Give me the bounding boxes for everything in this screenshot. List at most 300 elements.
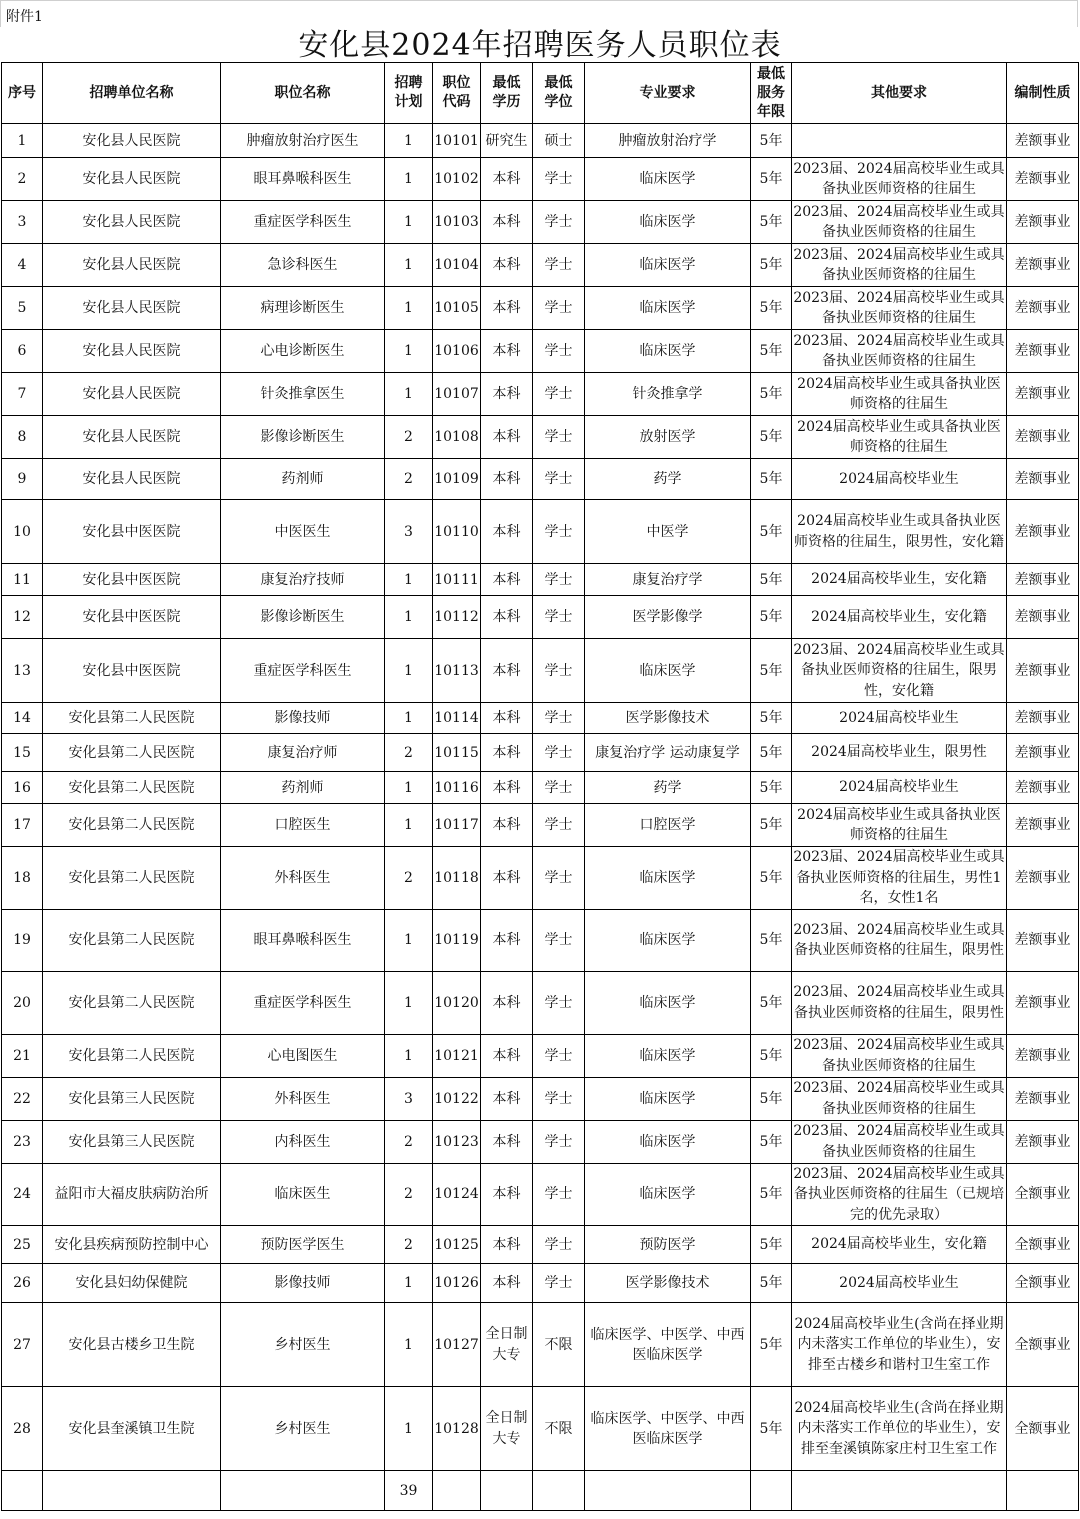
position-code: 10121 (433, 1034, 481, 1077)
position-name: 乡村医生 (221, 1303, 385, 1387)
min-service-years: 5年 (751, 1226, 792, 1264)
min-education: 本科 (481, 1163, 533, 1226)
position-name: 重症医学科医生 (221, 639, 385, 703)
position-name: 眼耳鼻喉科医生 (221, 158, 385, 201)
min-education: 本科 (481, 596, 533, 639)
other-requirements: 2023届、2024届高校毕业生或具备执业医师资格的往届生，男性1名，女性1名 (792, 847, 1007, 910)
table-row (2, 1387, 1079, 1471)
unit-name: 安化县第二人民医院 (43, 847, 221, 910)
position-code: 10124 (433, 1163, 481, 1226)
unit-name: 安化县第三人民医院 (43, 1077, 221, 1120)
recruit-plan: 1 (385, 1034, 433, 1077)
position-code: 10113 (433, 639, 481, 703)
min-education: 本科 (481, 459, 533, 500)
position-code: 10105 (433, 287, 481, 330)
attachment-header (0, 0, 1078, 27)
staffing-type: 差额事业 (1007, 1034, 1079, 1077)
recruit-plan: 1 (385, 703, 433, 734)
major-requirement: 医学影像技术 (585, 703, 751, 734)
min-education: 本科 (481, 564, 533, 596)
recruit-plan: 3 (385, 500, 433, 564)
position-name: 康复治疗技师 (221, 564, 385, 596)
major-requirement: 中医学 (585, 500, 751, 564)
table-row (2, 909, 1079, 971)
min-degree: 学士 (533, 1264, 585, 1303)
min-service-years: 5年 (751, 1034, 792, 1077)
min-education: 本科 (481, 1264, 533, 1303)
staffing-type: 差额事业 (1007, 459, 1079, 500)
unit-name: 安化县第三人民医院 (43, 1120, 221, 1163)
staffing-type: 差额事业 (1007, 596, 1079, 639)
major-requirement: 临床医学、中医学、中西医临床医学 (585, 1387, 751, 1471)
major-requirement: 康复治疗学 运动康复学 (585, 734, 751, 772)
total-empty-cell (751, 1471, 792, 1511)
header-col-type: 编制性质 (1007, 63, 1079, 124)
min-service-years: 5年 (751, 287, 792, 330)
position-code: 10123 (433, 1120, 481, 1163)
page-title: 安化县2024年招聘医务人员职位表 (298, 28, 782, 63)
other-requirements: 2024届高校毕业生(含尚在择业期内未落实工作单位的毕业生），安排至古楼乡和谐村卫生室工作 (792, 1303, 1007, 1387)
table-row (2, 201, 1079, 244)
table-row (2, 772, 1079, 804)
header-col-unit: 招聘单位名称 (43, 63, 221, 124)
header-col-plan: 招聘 计划 (385, 63, 433, 124)
staffing-type: 差额事业 (1007, 772, 1079, 804)
staffing-type: 差额事业 (1007, 124, 1079, 158)
min-degree: 学士 (533, 459, 585, 500)
min-degree: 学士 (533, 772, 585, 804)
staffing-type: 全额事业 (1007, 1226, 1079, 1264)
min-education: 本科 (481, 500, 533, 564)
min-degree: 不限 (533, 1387, 585, 1471)
table-row (2, 639, 1079, 703)
recruit-plan: 1 (385, 564, 433, 596)
row-no: 18 (2, 847, 43, 910)
other-requirements: 2023届、2024届高校毕业生或具备执业医师资格的往届生 (792, 330, 1007, 373)
other-requirements: 2023届、2024届高校毕业生或具备执业医师资格的往届生 (792, 1120, 1007, 1163)
min-degree: 学士 (533, 596, 585, 639)
row-no: 1 (2, 124, 43, 158)
recruit-plan: 2 (385, 1226, 433, 1264)
total-empty-cell (585, 1471, 751, 1511)
unit-name: 安化县妇幼保健院 (43, 1264, 221, 1303)
min-service-years: 5年 (751, 201, 792, 244)
min-degree: 学士 (533, 847, 585, 910)
staffing-type: 差额事业 (1007, 1077, 1079, 1120)
min-service-years: 5年 (751, 459, 792, 500)
recruit-plan: 1 (385, 373, 433, 416)
staffing-type: 差额事业 (1007, 847, 1079, 910)
major-requirement: 临床医学 (585, 287, 751, 330)
other-requirements: 2024届高校毕业生，安化籍 (792, 1226, 1007, 1264)
table-body (2, 124, 1079, 1511)
min-service-years: 5年 (751, 158, 792, 201)
min-degree: 学士 (533, 416, 585, 459)
major-requirement: 临床医学 (585, 158, 751, 201)
position-code: 10116 (433, 772, 481, 804)
position-name: 口腔医生 (221, 804, 385, 847)
unit-name: 安化县中医医院 (43, 564, 221, 596)
row-no: 12 (2, 596, 43, 639)
min-service-years: 5年 (751, 416, 792, 459)
staffing-type: 差额事业 (1007, 500, 1079, 564)
row-no: 28 (2, 1387, 43, 1471)
min-degree: 学士 (533, 909, 585, 971)
table-row (2, 500, 1079, 564)
min-service-years: 5年 (751, 244, 792, 287)
row-no: 10 (2, 500, 43, 564)
min-education: 本科 (481, 772, 533, 804)
min-service-years: 5年 (751, 804, 792, 847)
min-degree: 学士 (533, 1034, 585, 1077)
recruit-plan: 1 (385, 158, 433, 201)
staffing-type: 差额事业 (1007, 639, 1079, 703)
position-code: 10128 (433, 1387, 481, 1471)
major-requirement: 医学影像学 (585, 596, 751, 639)
row-no: 17 (2, 804, 43, 847)
position-name: 影像技师 (221, 703, 385, 734)
min-degree: 学士 (533, 500, 585, 564)
row-no: 5 (2, 287, 43, 330)
other-requirements: 2024届高校毕业生或具备执业医师资格的往届生 (792, 804, 1007, 847)
row-no: 8 (2, 416, 43, 459)
position-code: 10110 (433, 500, 481, 564)
position-name: 临床医生 (221, 1163, 385, 1226)
position-code: 10109 (433, 459, 481, 500)
min-education: 本科 (481, 201, 533, 244)
position-code: 10127 (433, 1303, 481, 1387)
position-name: 药剂师 (221, 772, 385, 804)
unit-name: 安化县中医医院 (43, 639, 221, 703)
min-service-years: 5年 (751, 373, 792, 416)
major-requirement: 药学 (585, 772, 751, 804)
recruit-plan: 1 (385, 1387, 433, 1471)
min-degree: 学士 (533, 158, 585, 201)
recruit-plan: 1 (385, 639, 433, 703)
table-row (2, 596, 1079, 639)
min-degree: 学士 (533, 1226, 585, 1264)
position-code: 10126 (433, 1264, 481, 1303)
recruit-plan: 2 (385, 734, 433, 772)
table-row (2, 244, 1079, 287)
recruit-plan: 1 (385, 244, 433, 287)
total-empty-cell (1007, 1471, 1079, 1511)
position-code: 10111 (433, 564, 481, 596)
unit-name: 安化县人民医院 (43, 124, 221, 158)
min-degree: 学士 (533, 1077, 585, 1120)
position-name: 内科医生 (221, 1120, 385, 1163)
min-education: 本科 (481, 373, 533, 416)
recruit-plan: 1 (385, 772, 433, 804)
total-empty-cell (2, 1471, 43, 1511)
other-requirements: 2023届、2024届高校毕业生或具备执业医师资格的往届生，限男性，安化籍 (792, 639, 1007, 703)
min-service-years: 5年 (751, 909, 792, 971)
position-name: 影像诊断医生 (221, 596, 385, 639)
unit-name: 安化县人民医院 (43, 330, 221, 373)
staffing-type: 差额事业 (1007, 373, 1079, 416)
unit-name: 安化县第二人民医院 (43, 703, 221, 734)
major-requirement: 临床医学 (585, 847, 751, 910)
table-row (2, 1077, 1079, 1120)
unit-name: 安化县中医医院 (43, 500, 221, 564)
min-education: 全日制大专 (481, 1387, 533, 1471)
min-service-years: 5年 (751, 330, 792, 373)
staffing-type: 差额事业 (1007, 734, 1079, 772)
table-row (2, 564, 1079, 596)
staffing-type: 差额事业 (1007, 158, 1079, 201)
other-requirements: 2023届、2024届高校毕业生或具备执业医师资格的往届生 (792, 287, 1007, 330)
recruit-plan: 1 (385, 201, 433, 244)
row-no: 15 (2, 734, 43, 772)
major-requirement: 临床医学 (585, 201, 751, 244)
total-empty-cell (481, 1471, 533, 1511)
position-name: 针灸推拿医生 (221, 373, 385, 416)
table-row (2, 459, 1079, 500)
table-row (2, 734, 1079, 772)
staffing-type: 差额事业 (1007, 244, 1079, 287)
recruit-plan: 1 (385, 1303, 433, 1387)
unit-name: 益阳市大福皮肤病防治所 (43, 1163, 221, 1226)
table-row (2, 373, 1079, 416)
table-row (2, 847, 1079, 910)
min-degree: 不限 (533, 1303, 585, 1387)
min-degree: 学士 (533, 201, 585, 244)
other-requirements: 2024届高校毕业生，限男性 (792, 734, 1007, 772)
position-code: 10118 (433, 847, 481, 910)
major-requirement: 临床医学 (585, 1120, 751, 1163)
other-requirements: 2024届高校毕业生或具备执业医师资格的往届生，限男性，安化籍 (792, 500, 1007, 564)
position-name: 重症医学科医生 (221, 201, 385, 244)
unit-name: 安化县人民医院 (43, 416, 221, 459)
unit-name: 安化县第二人民医院 (43, 1034, 221, 1077)
min-education: 本科 (481, 1077, 533, 1120)
min-education: 本科 (481, 847, 533, 910)
position-code: 10120 (433, 971, 481, 1034)
major-requirement: 临床医学 (585, 1077, 751, 1120)
other-requirements: 2024届高校毕业生 (792, 772, 1007, 804)
position-code: 10108 (433, 416, 481, 459)
row-no: 19 (2, 909, 43, 971)
min-degree: 学士 (533, 971, 585, 1034)
header-col-position: 职位名称 (221, 63, 385, 124)
position-code: 10125 (433, 1226, 481, 1264)
unit-name: 安化县古楼乡卫生院 (43, 1303, 221, 1387)
row-no: 27 (2, 1303, 43, 1387)
min-service-years: 5年 (751, 500, 792, 564)
min-education: 研究生 (481, 124, 533, 158)
recruit-plan: 2 (385, 1120, 433, 1163)
other-requirements: 2023届、2024届高校毕业生或具备执业医师资格的往届生 (792, 158, 1007, 201)
min-service-years: 5年 (751, 703, 792, 734)
total-empty-cell (433, 1471, 481, 1511)
staffing-type: 差额事业 (1007, 416, 1079, 459)
row-no: 14 (2, 703, 43, 734)
staffing-type: 差额事业 (1007, 564, 1079, 596)
row-no: 9 (2, 459, 43, 500)
other-requirements: 2024届高校毕业生，安化籍 (792, 564, 1007, 596)
table-row (2, 1303, 1079, 1387)
position-name: 中医医生 (221, 500, 385, 564)
position-name: 外科医生 (221, 847, 385, 910)
min-education: 本科 (481, 1034, 533, 1077)
major-requirement: 口腔医学 (585, 804, 751, 847)
row-no: 23 (2, 1120, 43, 1163)
min-degree: 学士 (533, 1163, 585, 1226)
total-empty-cell (792, 1471, 1007, 1511)
min-degree: 学士 (533, 1120, 585, 1163)
other-requirements: 2024届高校毕业生或具备执业医师资格的往届生 (792, 416, 1007, 459)
other-requirements: 2024届高校毕业生，安化籍 (792, 596, 1007, 639)
min-education: 本科 (481, 804, 533, 847)
min-service-years: 5年 (751, 639, 792, 703)
min-education: 本科 (481, 158, 533, 201)
other-requirements: 2024届高校毕业生 (792, 1264, 1007, 1303)
table-row (2, 124, 1079, 158)
unit-name: 安化县第二人民医院 (43, 772, 221, 804)
unit-name: 安化县人民医院 (43, 201, 221, 244)
min-service-years: 5年 (751, 971, 792, 1034)
min-service-years: 5年 (751, 596, 792, 639)
min-education: 本科 (481, 1120, 533, 1163)
recruit-plan: 1 (385, 596, 433, 639)
position-name: 心电诊断医生 (221, 330, 385, 373)
other-requirements: 2024届高校毕业生(含尚在择业期内未落实工作单位的毕业生），安排至奎溪镇陈家庄村卫生室工作 (792, 1387, 1007, 1471)
row-no: 20 (2, 971, 43, 1034)
major-requirement: 临床医学 (585, 1163, 751, 1226)
major-requirement: 药学 (585, 459, 751, 500)
other-requirements: 2023届、2024届高校毕业生或具备执业医师资格的往届生，限男性 (792, 971, 1007, 1034)
total-empty-cell (43, 1471, 221, 1511)
recruit-plan: 3 (385, 1077, 433, 1120)
total-row (2, 1471, 1079, 1511)
staffing-type: 全额事业 (1007, 1163, 1079, 1226)
table-row (2, 1226, 1079, 1264)
other-requirements: 2023届、2024届高校毕业生或具备执业医师资格的往届生 (792, 201, 1007, 244)
min-degree: 学士 (533, 734, 585, 772)
total-plan: 39 (385, 1471, 433, 1511)
header-col-years: 最低 服务 年限 (751, 63, 792, 124)
row-no: 11 (2, 564, 43, 596)
min-education: 本科 (481, 909, 533, 971)
table-row (2, 971, 1079, 1034)
min-education: 本科 (481, 971, 533, 1034)
unit-name: 安化县人民医院 (43, 158, 221, 201)
major-requirement: 临床医学 (585, 330, 751, 373)
position-name: 急诊科医生 (221, 244, 385, 287)
table-row (2, 1034, 1079, 1077)
min-degree: 学士 (533, 244, 585, 287)
min-service-years: 5年 (751, 847, 792, 910)
header-col-other: 其他要求 (792, 63, 1007, 124)
staffing-type: 全额事业 (1007, 1387, 1079, 1471)
position-code: 10119 (433, 909, 481, 971)
position-name: 病理诊断医生 (221, 287, 385, 330)
position-code: 10106 (433, 330, 481, 373)
major-requirement: 临床医学 (585, 971, 751, 1034)
min-education: 本科 (481, 330, 533, 373)
position-code: 10102 (433, 158, 481, 201)
position-name: 药剂师 (221, 459, 385, 500)
min-degree: 学士 (533, 703, 585, 734)
recruit-plan: 1 (385, 909, 433, 971)
min-education: 全日制大专 (481, 1303, 533, 1387)
recruit-plan: 1 (385, 124, 433, 158)
position-code: 10104 (433, 244, 481, 287)
table-row (2, 1120, 1079, 1163)
row-no: 21 (2, 1034, 43, 1077)
position-code: 10117 (433, 804, 481, 847)
major-requirement: 临床医学 (585, 244, 751, 287)
other-requirements: 2023届、2024届高校毕业生或具备执业医师资格的往届生 (792, 1034, 1007, 1077)
min-service-years: 5年 (751, 1077, 792, 1120)
staffing-type: 差额事业 (1007, 804, 1079, 847)
table-row (2, 1163, 1079, 1226)
recruit-plan: 2 (385, 459, 433, 500)
recruit-plan: 1 (385, 287, 433, 330)
min-education: 本科 (481, 244, 533, 287)
min-degree: 学士 (533, 564, 585, 596)
min-service-years: 5年 (751, 1303, 792, 1387)
recruit-plan: 2 (385, 847, 433, 910)
major-requirement: 康复治疗学 (585, 564, 751, 596)
staffing-type: 差额事业 (1007, 909, 1079, 971)
row-no: 26 (2, 1264, 43, 1303)
staffing-type: 差额事业 (1007, 330, 1079, 373)
table-row (2, 158, 1079, 201)
recruit-plan: 2 (385, 416, 433, 459)
header-col-code: 职位 代码 (433, 63, 481, 124)
position-code: 10101 (433, 124, 481, 158)
table-row (2, 330, 1079, 373)
recruit-plan: 1 (385, 971, 433, 1034)
staffing-type: 差额事业 (1007, 703, 1079, 734)
min-degree: 学士 (533, 373, 585, 416)
unit-name: 安化县第二人民医院 (43, 971, 221, 1034)
header-col-no: 序号 (2, 63, 43, 124)
recruit-plan: 1 (385, 330, 433, 373)
min-service-years: 5年 (751, 564, 792, 596)
table-row (2, 1264, 1079, 1303)
recruit-plan: 2 (385, 1163, 433, 1226)
position-code: 10115 (433, 734, 481, 772)
position-name: 心电图医生 (221, 1034, 385, 1077)
other-requirements: 2024届高校毕业生或具备执业医师资格的往届生 (792, 373, 1007, 416)
attachment-label: 附件1 (6, 9, 43, 25)
recruit-plan: 1 (385, 804, 433, 847)
position-name: 影像诊断医生 (221, 416, 385, 459)
unit-name: 安化县人民医院 (43, 287, 221, 330)
unit-name: 安化县第二人民医院 (43, 804, 221, 847)
min-degree: 学士 (533, 639, 585, 703)
major-requirement: 肿瘤放射治疗学 (585, 124, 751, 158)
recruit-plan: 1 (385, 1264, 433, 1303)
major-requirement: 临床医学 (585, 1034, 751, 1077)
position-code: 10114 (433, 703, 481, 734)
min-service-years: 5年 (751, 1264, 792, 1303)
row-no: 16 (2, 772, 43, 804)
position-code: 10112 (433, 596, 481, 639)
min-education: 本科 (481, 703, 533, 734)
other-requirements (792, 124, 1007, 158)
min-service-years: 5年 (751, 1387, 792, 1471)
header-col-major: 专业要求 (585, 63, 751, 124)
staffing-type: 差额事业 (1007, 287, 1079, 330)
positions-table (1, 62, 1079, 1511)
row-no: 6 (2, 330, 43, 373)
row-no: 4 (2, 244, 43, 287)
position-name: 乡村医生 (221, 1387, 385, 1471)
row-no: 2 (2, 158, 43, 201)
